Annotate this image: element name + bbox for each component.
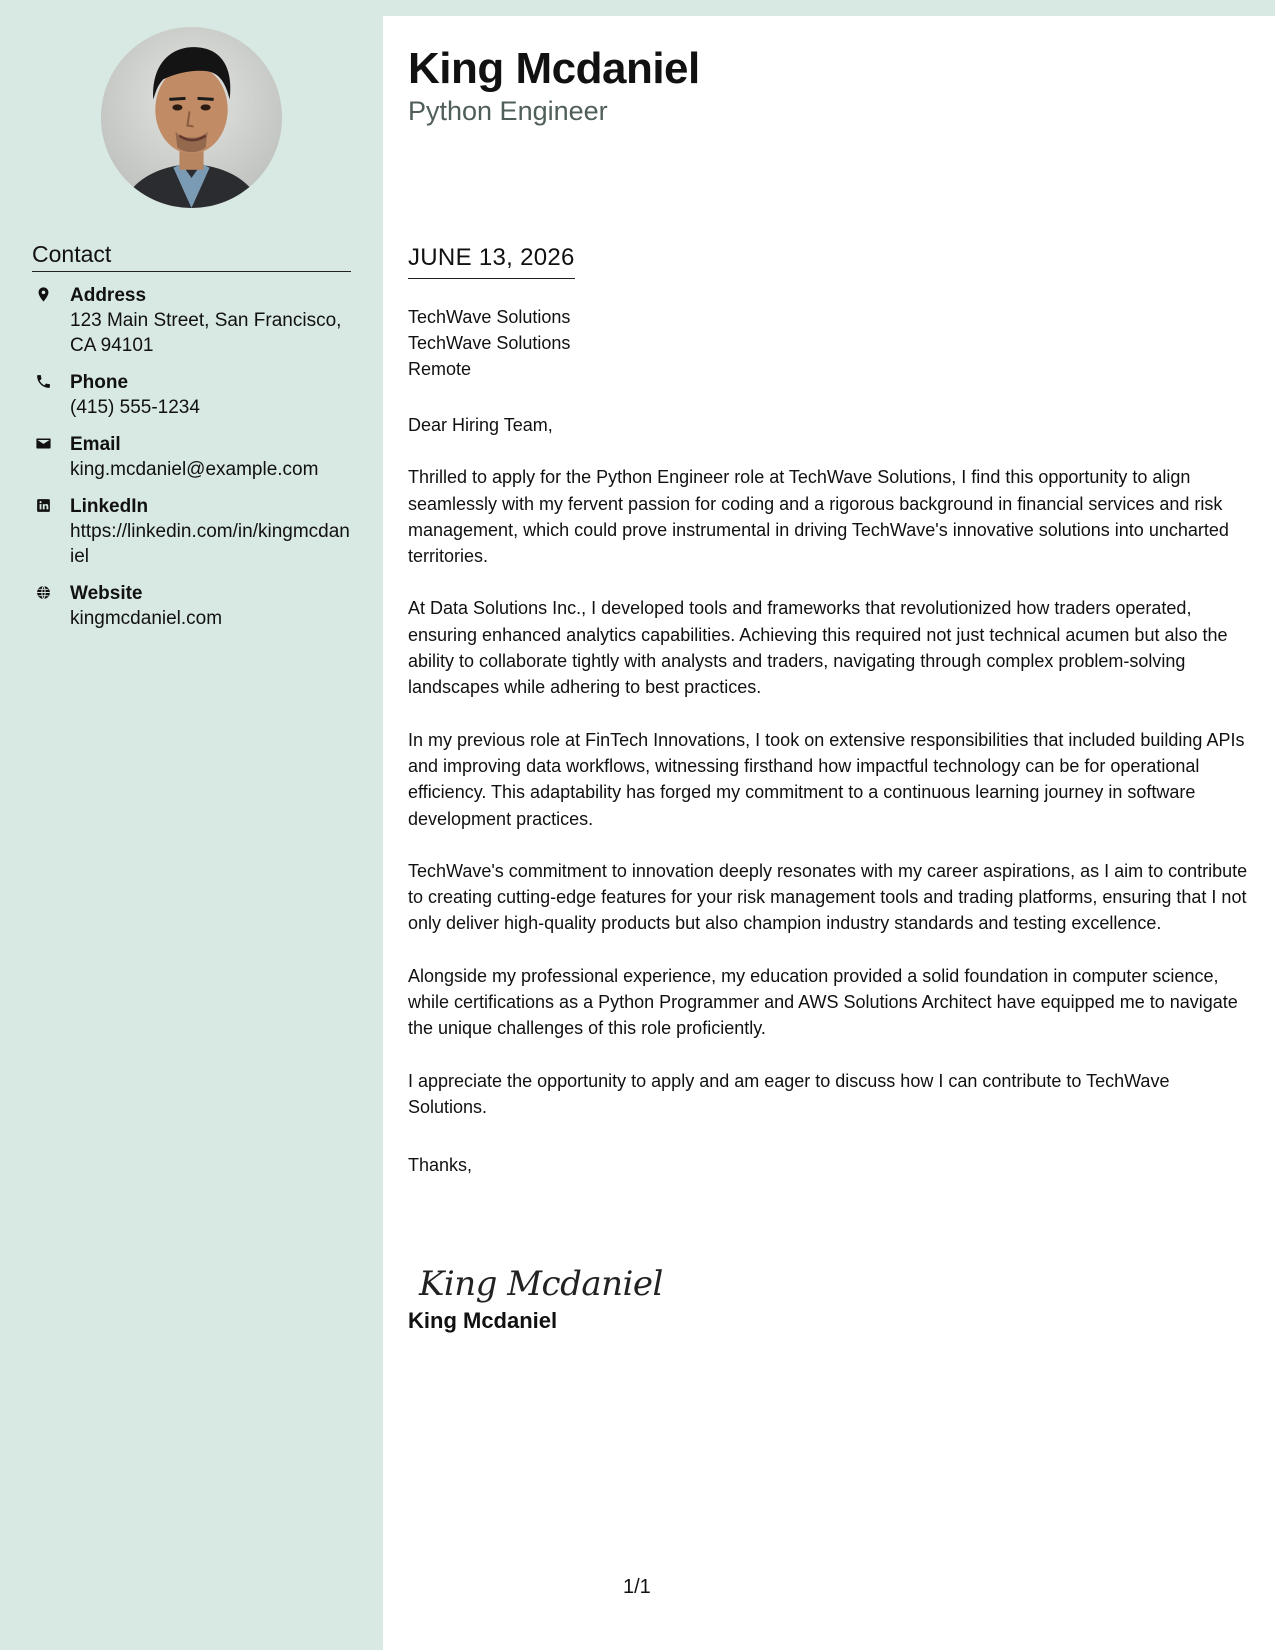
letter-paragraph: Alongside my professional experience, my education provided a solid foundation in computer science, while certifications as a Python Programmer and AWS Solutions Architect have equipped me to navigate the unique challenges of this role proficiently. [408, 965, 1238, 1039]
contact-linkedin [32, 495, 352, 569]
linkedin-value[interactable]: https://linkedin.com/in/kingmcdaniel [70, 521, 350, 567]
recipient-block [408, 304, 570, 382]
recipient-line: Remote [408, 359, 472, 379]
address-value: 123 Main Street, San Francisco, CA 94101 [70, 310, 342, 356]
location-pin-icon [32, 284, 70, 358]
recipient-line: TechWave Solutions [408, 333, 571, 353]
contact-website [32, 582, 352, 631]
applicant-name: King Mcdaniel [408, 44, 700, 93]
email-value[interactable]: king.mcdaniel@example.com [70, 459, 319, 480]
letter-paragraph: At Data Solutions Inc., I developed tools and frameworks that revolutionized how traders operated, ensuring enhanced analytics capabilities. Achieving this required not just technical acumen but also the ability to collaborate tightly with analysts and traders, navigating through complex problem-solving landscapes while adhering to best practices. [408, 598, 1228, 698]
letter-main [383, 16, 1275, 1650]
letter-date: JUNE 13, 2026 [408, 244, 575, 279]
letter-paragraph: Thrilled to apply for the Python Engineer role at TechWave Solutions, I find this opportunity to align seamlessly with my fervent passion for coding and a rigorous background in financial services and risk management, which could prove instrumental in driving TechWave's innovative solutions into uncharted territories. [408, 467, 1229, 567]
address-label: Address [70, 285, 147, 306]
phone-icon [32, 371, 70, 420]
signed-name: King Mcdaniel [408, 1308, 558, 1333]
phone-label: Phone [70, 372, 129, 393]
linkedin-label: LinkedIn [70, 496, 149, 517]
letter-paragraph: I appreciate the opportunity to apply and am eager to discuss how I can contribute to TechWave Solutions. [408, 1070, 1170, 1117]
job-title: Python Engineer [408, 96, 608, 126]
recipient-line: TechWave Solutions [408, 307, 571, 327]
globe-icon [32, 582, 70, 631]
contact-email [32, 433, 352, 482]
website-label: Website [70, 583, 143, 604]
letter-paragraph: TechWave's commitment to innovation deeply resonates with my career aspirations, as I aim to contribute to creating cutting-edge features for your risk management tools and trading platforms, ensuring that I not only deliver high-quality products but also champion industry standards and testing excellence. [408, 860, 1248, 934]
contact-list [32, 284, 352, 644]
contact-phone [32, 371, 352, 420]
linkedin-icon [32, 495, 70, 569]
signature-image: King Mcdaniel [419, 1264, 663, 1304]
sidebar [0, 0, 383, 1650]
closing: Thanks, [408, 1155, 473, 1175]
envelope-icon [32, 433, 70, 482]
website-value[interactable]: kingmcdaniel.com [70, 608, 223, 629]
letter-paragraph: In my previous role at FinTech Innovations, I took on extensive responsibilities that included building APIs and improving data workflows, witnessing firsthand how impactful technology can be for operational efficiency. This adaptability has forged my commitment to a continuous learning journey in software development practices. [408, 729, 1245, 829]
contact-heading: Contact [32, 241, 351, 272]
email-label: Email [70, 434, 121, 455]
letter-body [408, 412, 1248, 1146]
profile-photo [101, 27, 282, 208]
salutation: Dear Hiring Team, [408, 415, 553, 435]
contact-address [32, 284, 352, 358]
page-number: 1/1 [623, 1576, 651, 1598]
phone-value[interactable]: (415) 555-1234 [70, 397, 200, 418]
portrait-image [101, 27, 282, 208]
